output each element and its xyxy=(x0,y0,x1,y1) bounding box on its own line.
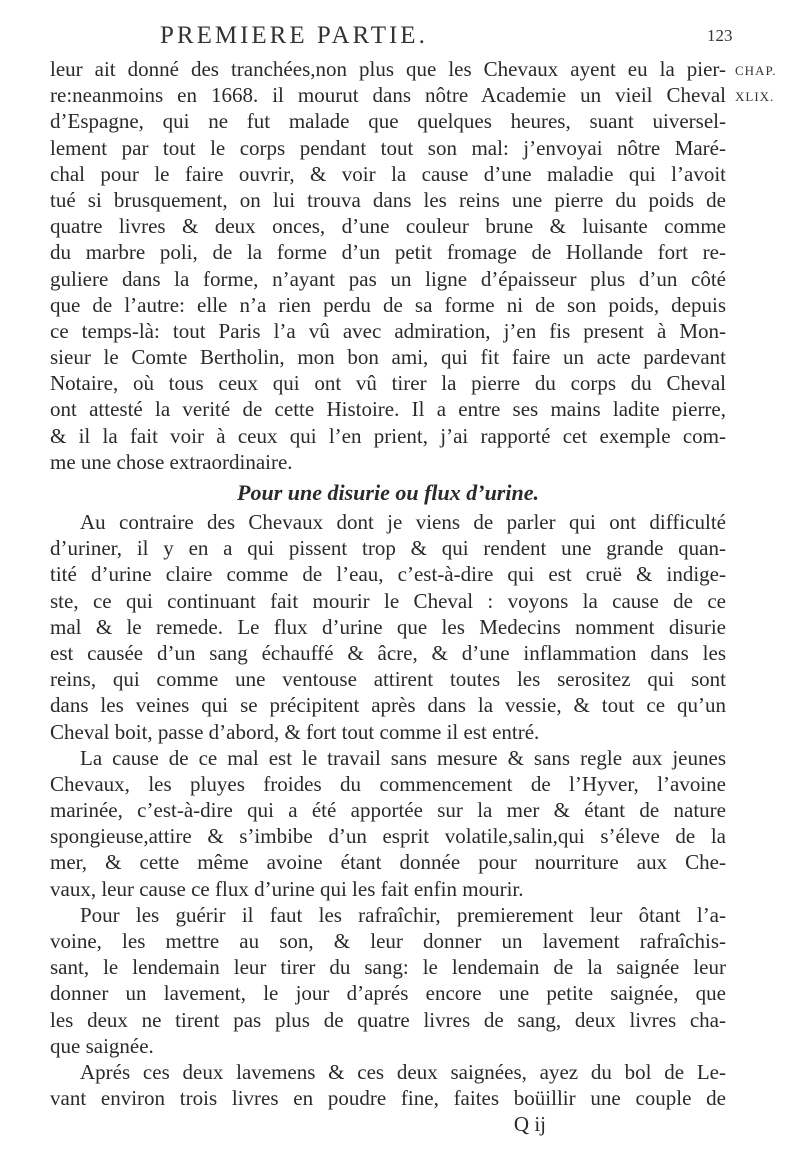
signature-mark: Q ij xyxy=(513,1112,546,1137)
text-line: d’uriner, il y en a qui pissent trop & qui rendent une grande quan- xyxy=(50,536,726,561)
text-line: vaux, leur cause ce flux d’urine qui les fait enfin mourir. xyxy=(50,876,524,901)
text-line: quatre livres & deux onces, d’une couleur brune & luisante comme xyxy=(50,214,726,239)
text-line: ste, ce qui continuant fait mourir le Cheval : voyons la cause de ce xyxy=(50,588,726,613)
running-head: PREMIERE PARTIE. xyxy=(160,22,428,49)
text-line: vant environ trois livres en poudre fine, faites boüillir une couple de xyxy=(50,1086,726,1111)
margin-chap-number: XLIX. xyxy=(735,89,775,104)
text-line: dans les veines qui se précipitent après dans la vessie, & tout ce qu’un xyxy=(50,693,726,718)
text-line: les deux ne tirent pas plus de quatre livres de sang, deux livres cha- xyxy=(50,1007,726,1032)
text-line: tué si brusquement, on lui trouva dans les reins une pierre du poids de xyxy=(50,187,726,212)
text-line: Notaire, où tous ceux qui ont vû tirer la pierre du corps du Cheval xyxy=(50,371,726,396)
text-line: mer, & cette même avoine étant donnée pour nourriture aux Che- xyxy=(50,850,726,875)
text-line: sieur le Comte Bertholin, mon bon ami, qui fit faire un acte pardevant xyxy=(50,345,726,370)
text-line: Cheval boit, passe d’abord, & fort tout comme il est entré. xyxy=(50,719,540,744)
text-line: ce temps-là: tout Paris l’a vû avec admiration, j’en fis present à Mon- xyxy=(50,318,726,343)
text-line: & il la fait voir à ceux qui l’en prient, j’ai rapporté cet exemple com- xyxy=(50,423,726,448)
text-line: spongieuse,attire & s’imbibe d’un esprit volatile,salin,qui s’éleve de la xyxy=(50,824,726,849)
text-line: que saignée. xyxy=(50,1033,154,1058)
text-line: La cause de ce mal est le travail sans mesure & sans regle aux jeunes xyxy=(80,745,726,770)
text-line: donner un lavement, le jour d’aprés encore une petite saignée, que xyxy=(50,981,726,1006)
text-line: leur ait donné des tranchées,non plus que les Chevaux ayent eu la pier- xyxy=(50,57,726,81)
section-heading: Pour une disurie ou flux d’urine. xyxy=(237,480,539,505)
text-line: voine, les mettre au son, & leur donner un lavement rafraîchis- xyxy=(50,929,726,953)
text-line: Pour les guérir il faut les rafraîchir, premierement leur ôtant l’a- xyxy=(80,902,726,927)
text-line: tité d’urine claire comme de l’eau, c’est-à-dire qui est cruë & indige- xyxy=(50,562,726,587)
text-line: me une chose extraordinaire. xyxy=(50,449,293,474)
text-line: reins, qui comme une ventouse attirent toutes les serositez qui sont xyxy=(50,667,726,692)
margin-chap-label: CHAP. xyxy=(735,63,777,78)
paragraph-disurie xyxy=(50,509,726,1111)
text-line: chal pour le faire ouvrir, & voir la cause d’une maladie qui l’avoit xyxy=(50,161,726,186)
text-line: que de l’autre: elle n’a rien perdu de sa forme ni de son poids, depuis xyxy=(50,292,726,317)
text-line: Aprés ces deux lavemens & ces deux saignées, ayez du bol de Le- xyxy=(80,1059,726,1084)
main-text xyxy=(50,56,726,1137)
text-line: Au contraire des Chevaux dont je viens de parler qui ont difficulté xyxy=(80,510,726,534)
page-number: 123 xyxy=(707,26,733,45)
text-line: d’Espagne, qui ne fut malade que quelques heures, suant uiversel- xyxy=(50,109,726,134)
text-line: est causée d’un sang échauffé & âcre, & d’une inflammation dans les xyxy=(50,640,726,665)
text-line: sant, le lendemain leur tirer du sang: le lendemain de la saignée leur xyxy=(50,955,726,980)
margin-chapter-note xyxy=(735,58,795,110)
text-line: Chevaux, les pluyes froides du commencement de l’Hyver, l’avoine xyxy=(50,771,726,796)
paragraph-stone-account xyxy=(50,56,726,475)
text-line: re:neanmoins en 1668. il mourut dans nôtre Academie un vieil Cheval xyxy=(50,83,726,108)
text-line: lement par tout le corps pendant tout son mal: j’envoyai nôtre Maré- xyxy=(50,135,726,160)
text-line: du marbre poli, de la forme d’un petit fromage de Hollande fort re- xyxy=(50,240,726,265)
text-line: marinée, c’est-à-dire qui a été apportée sur la mer & étant de nature xyxy=(50,798,726,823)
text-line: guliere dans la forme, n’ayant pas un ligne d’épaisseur plus d’un côté xyxy=(50,266,726,291)
text-line: mal & le remede. Le flux d’urine que les Medecins nomment disurie xyxy=(50,614,726,639)
text-line: ont attesté la verité de cette Histoire. Il a entre ses mains ladite pierre, xyxy=(50,397,726,422)
